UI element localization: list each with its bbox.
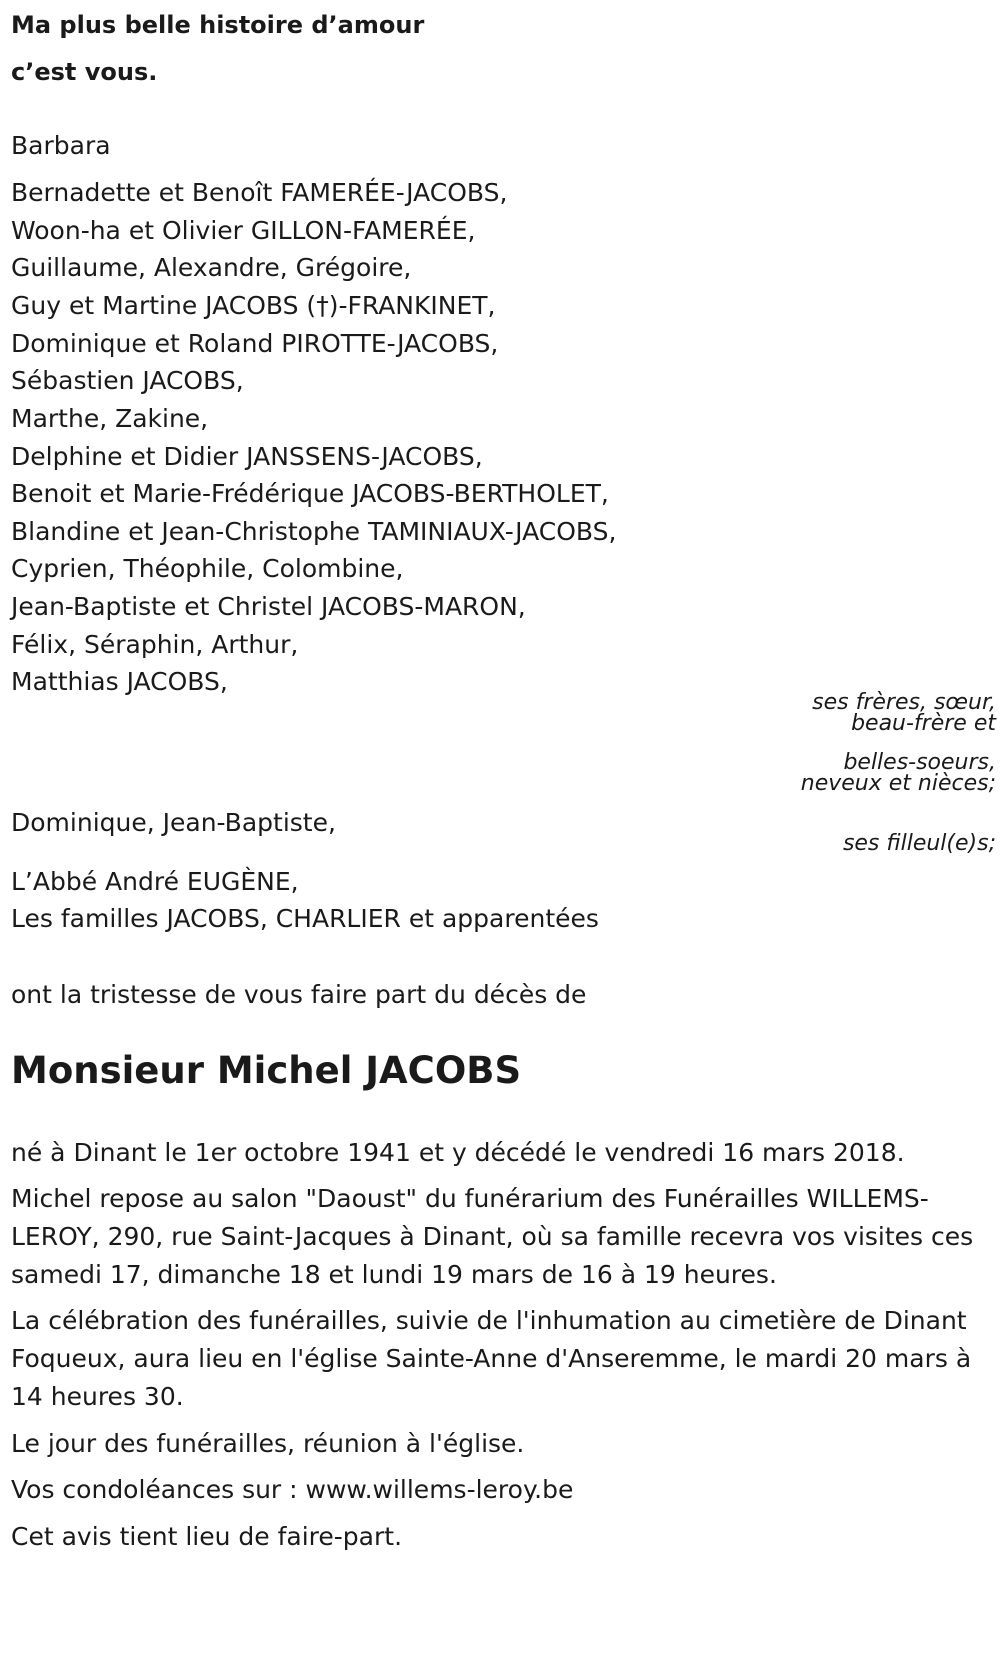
family-member: Guy et Martine JACOBS (†)-FRANKINET, — [11, 291, 496, 320]
relation-members-block — [0, 692, 996, 734]
family-member: Delphine et Didier JANSSENS-JACOBS, — [11, 442, 483, 471]
detail-visitation: Michel repose au salon "Daoust" du funérarium des Funérailles WILLEMS-LEROY, 290, rue Saint-Jacques à Dinant, où sa famille recevra vos visites ces samedi 17, dimanche 18 et lundi 19 mars de 16 à 19 heures. — [11, 1184, 974, 1289]
godchildren: Dominique, Jean-Baptiste, — [11, 808, 336, 837]
family-member: Félix, Séraphin, Arthur, — [11, 630, 299, 659]
relation-line: beau-frère et — [851, 711, 996, 736]
relation-godchildren — [0, 833, 996, 854]
family-member: Blandine et Jean-Christophe TAMINIAUX-JACOBS, — [11, 517, 617, 546]
family-member: Matthias JACOBS, — [11, 667, 228, 696]
relation-line: belles-soeurs, — [843, 750, 996, 775]
relation-line: ses filleul(e)s; — [842, 831, 996, 856]
quote-line-1: Ma plus belle histoire d’amour — [11, 11, 425, 39]
quote-line-2: c’est vous. — [11, 58, 158, 86]
family-member: Jean-Baptiste et Christel JACOBS-MARON, — [11, 592, 526, 621]
family-first: Barbara — [11, 131, 111, 160]
family-member: Sébastien JACOBS, — [11, 366, 244, 395]
detail-meeting: Le jour des funérailles, réunion à l'église. — [11, 1429, 525, 1458]
relation-line: ses frères, sœur, — [812, 690, 996, 715]
family-member: Bernadette et Benoît FAMERÉE-JACOBS, — [11, 178, 508, 207]
announcement: ont la tristesse de vous faire part du décès de — [11, 980, 587, 1009]
detail-condolences: Vos condoléances sur : www.willems-leroy.be — [11, 1475, 574, 1504]
deceased-name: Monsieur Michel JACOBS — [11, 1049, 522, 1092]
detail-notice: Cet avis tient lieu de faire-part. — [11, 1522, 403, 1551]
relation-line: neveux et nièces; — [800, 771, 996, 796]
family-member: Guillaume, Alexandre, Grégoire, — [11, 253, 412, 282]
relation-members-block-2 — [0, 752, 996, 794]
detail-birth-death: né à Dinant le 1er octobre 1941 et y décédé le vendredi 16 mars 2018. — [11, 1138, 905, 1167]
family-member: Woon-ha et Olivier GILLON-FAMERÉE, — [11, 216, 476, 245]
detail-ceremony: La célébration des funérailles, suivie de l'inhumation au cimetière de Dinant Foqueux, aura lieu en l'église Sainte-Anne d'Anseremme, le mardi 20 mars à 14 heures 30. — [11, 1306, 972, 1411]
families: Les familles JACOBS, CHARLIER et apparentées — [11, 904, 599, 933]
family-member: Dominique et Roland PIROTTE-JACOBS, — [11, 329, 499, 358]
family-member: Cyprien, Théophile, Colombine, — [11, 554, 404, 583]
family-member: Marthe, Zakine, — [11, 404, 209, 433]
family-member: Benoit et Marie-Frédérique JACOBS-BERTHOLET, — [11, 479, 609, 508]
abbe: L’Abbé André EUGÈNE, — [11, 867, 299, 896]
